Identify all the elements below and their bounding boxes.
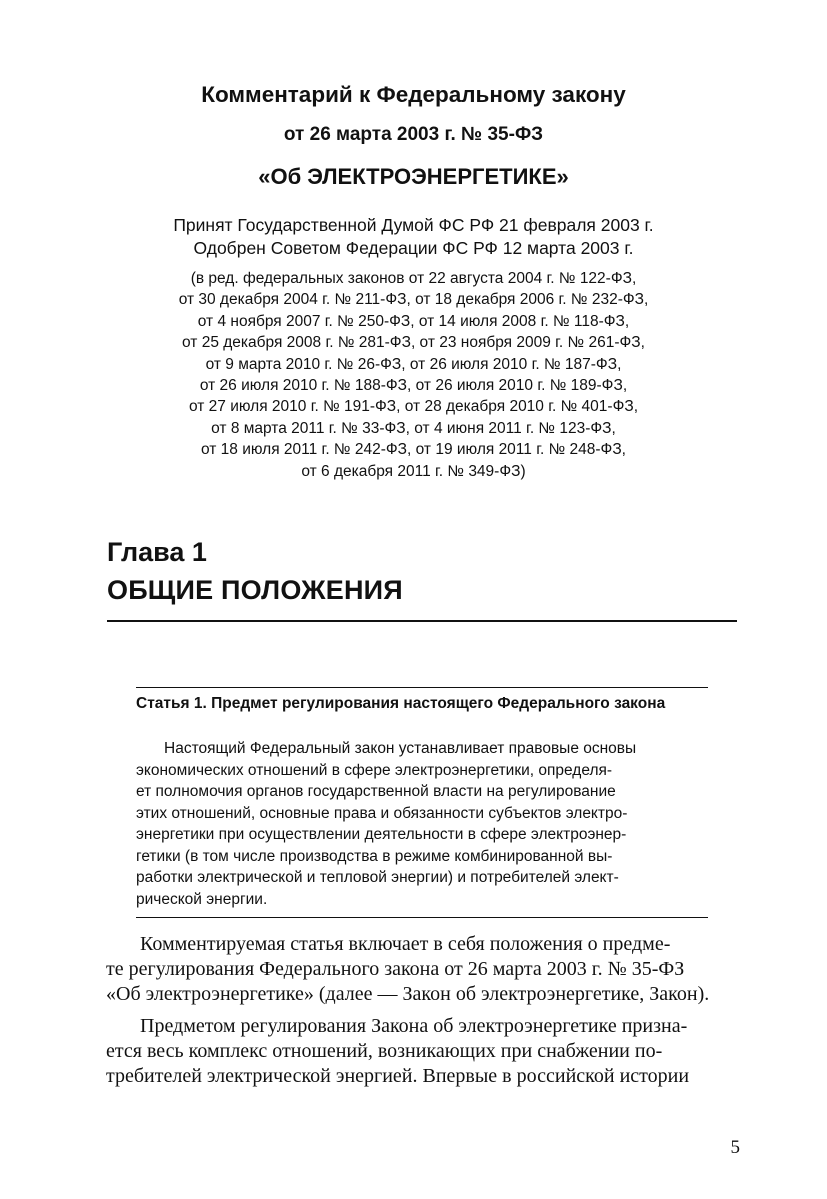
- article-line: Настоящий Федеральный закон устанавливает правовые основы: [164, 740, 637, 757]
- amendment-line: от 27 июля 2010 г. № 191-ФЗ, от 28 декабря 2010 г. № 401-ФЗ,: [188, 398, 639, 416]
- amendment-line: от 4 ноября 2007 г. № 250-ФЗ, от 14 июля 2008 г. № 118-ФЗ,: [197, 312, 630, 330]
- article-line: рической энергии.: [136, 890, 268, 908]
- amendment-line: от 6 декабря 2011 г. № 349-ФЗ): [301, 462, 526, 480]
- article-title: Статья 1. Предмет регулирования настоящего Федерального закона: [136, 695, 666, 712]
- commentary-line: Комментируемая статья включает в себя положения о предме-: [140, 933, 671, 955]
- commentary-body: [106, 932, 740, 1089]
- amendment-line: от 30 декабря 2004 г. № 211-ФЗ, от 18 декабря 2006 г. № 232-ФЗ,: [178, 291, 649, 309]
- amendment-line: от 9 марта 2010 г. № 26-ФЗ, от 26 июля 2010 г. № 187-ФЗ,: [205, 355, 622, 373]
- article-line: гетики (в том числе производства в режиме комбинированной вы-: [136, 847, 613, 865]
- amendment-line: от 18 июля 2011 г. № 242-ФЗ, от 19 июля 2011 г. № 248-ФЗ,: [201, 441, 626, 459]
- chapter-title: ОБЩИЕ ПОЛОЖЕНИЯ: [107, 575, 403, 605]
- law-name: «Об ЭЛЕКТРОЭНЕРГЕТИКЕ»: [258, 164, 569, 189]
- commentary-line: Предметом регулирования Закона об электроэнергетике призна-: [140, 1014, 688, 1037]
- commentary-line: те регулирования Федерального закона от 26 марта 2003 г. № 35-ФЗ: [106, 958, 685, 981]
- article-line: работки электрической и тепловой энергии) и потребителей элект-: [136, 869, 619, 886]
- amendments-list: [0, 268, 827, 482]
- article-body: [136, 738, 708, 910]
- article-line: энергетики при осуществлении деятельности в сфере электроэнер-: [136, 826, 627, 843]
- adoption-duma: Принят Государственной Думой ФС РФ 21 февраля 2003 г.: [173, 215, 654, 235]
- commentary-line: требителей электрической энергией. Впервые в российской истории: [106, 1065, 690, 1088]
- law-date-number: от 26 марта 2003 г. № 35-ФЗ: [283, 124, 544, 145]
- article-line: экономических отношений в сфере электроэнергетики, определя-: [136, 761, 613, 779]
- chapter-number: Глава 1: [107, 537, 207, 567]
- amendment-line: (в ред. федеральных законов от 22 августа 2004 г. № 122-ФЗ,: [190, 270, 637, 287]
- adoption-council: Одобрен Советом Федерации ФС РФ 12 марта 2003 г.: [193, 238, 634, 258]
- amendment-line: от 26 июля 2010 г. № 188-ФЗ, от 26 июля 2010 г. № 189-ФЗ,: [199, 377, 628, 395]
- article-top-rule: [136, 687, 708, 688]
- document-title: Комментарий к Федеральному закону: [201, 82, 626, 107]
- commentary-line: ется весь комплекс отношений, возникающих при снабжении по-: [106, 1039, 663, 1062]
- article-line: ет полномочия органов государственной власти на регулирование: [136, 783, 616, 800]
- chapter-divider: [107, 620, 737, 622]
- article-line: этих отношений, основные права и обязанности субъектов электро-: [136, 804, 628, 822]
- article-bottom-rule: [136, 917, 708, 918]
- amendment-line: от 8 марта 2011 г. № 33-ФЗ, от 4 июня 2011 г. № 123-ФЗ,: [211, 419, 616, 437]
- commentary-line: «Об электроэнергетике» (далее — Закон об электроэнергетике, Закон).: [106, 983, 710, 1006]
- page-number: 5: [730, 1137, 740, 1158]
- amendment-line: от 25 декабря 2008 г. № 281-ФЗ, от 23 ноября 2009 г. № 261-ФЗ,: [182, 334, 645, 352]
